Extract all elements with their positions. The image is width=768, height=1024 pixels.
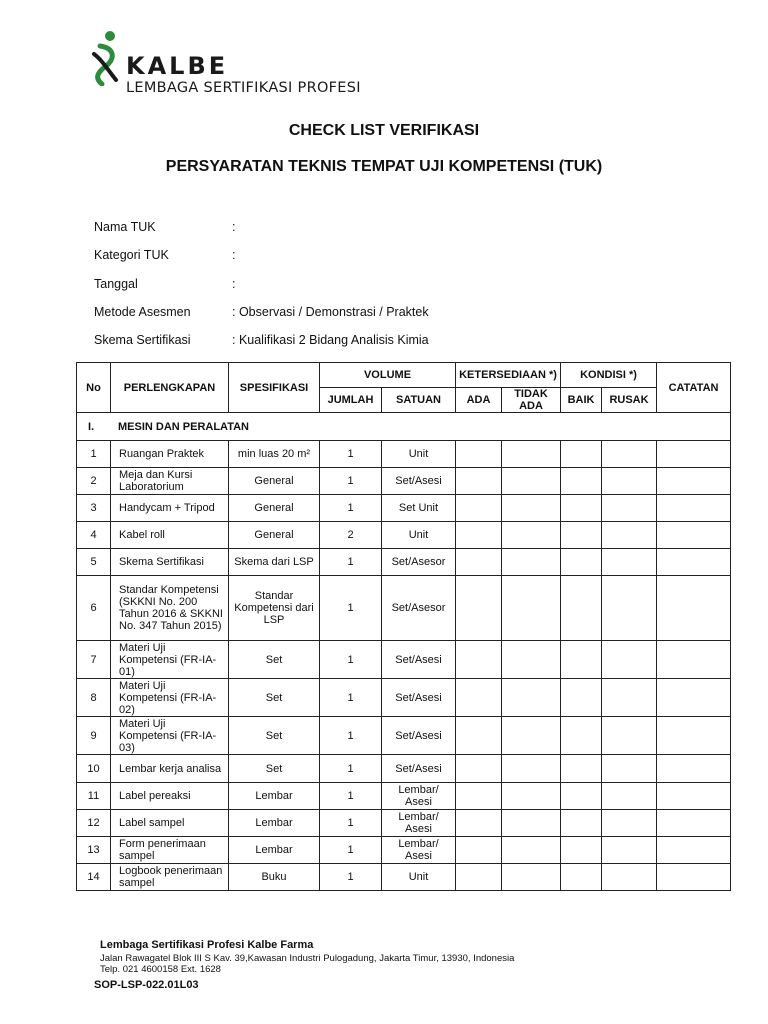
- cell-catatan: [657, 755, 731, 783]
- cell-tidak-ada: [502, 679, 561, 717]
- cell-rusak: [602, 864, 657, 891]
- cell-tidak-ada: [502, 522, 561, 549]
- cell-spesifikasi: Skema dari LSP: [229, 549, 320, 576]
- cell-ada: [456, 837, 502, 864]
- cell-ada: [456, 679, 502, 717]
- table-row: [77, 755, 731, 783]
- cell-no: 6: [77, 576, 111, 641]
- cell-satuan: Set/Asesi: [382, 679, 456, 717]
- cell-baik: [561, 837, 602, 864]
- cell-catatan: [657, 522, 731, 549]
- cell-catatan: [657, 810, 731, 837]
- cell-item: Label sampel: [111, 810, 229, 837]
- cell-satuan: Unit: [382, 441, 456, 468]
- cell-jumlah: 1: [320, 837, 382, 864]
- cell-satuan: Lembar/ Asesi: [382, 783, 456, 810]
- cell-satuan: Set/Asesor: [382, 549, 456, 576]
- table-row: [77, 810, 731, 837]
- cell-spesifikasi: General: [229, 522, 320, 549]
- cell-jumlah: 1: [320, 783, 382, 810]
- cell-no: 1: [77, 441, 111, 468]
- cell-no: 8: [77, 679, 111, 717]
- cell-rusak: [602, 495, 657, 522]
- header-catatan: CATATAN: [657, 363, 731, 413]
- cell-jumlah: 1: [320, 495, 382, 522]
- header-satuan: SATUAN: [382, 388, 456, 413]
- header-ketersediaan: KETERSEDIAAN *): [456, 363, 561, 388]
- table-row: [77, 468, 731, 495]
- cell-ada: [456, 641, 502, 679]
- cell-no: 12: [77, 810, 111, 837]
- table-row: [77, 495, 731, 522]
- info-label: Tanggal: [94, 277, 138, 291]
- cell-spesifikasi: Lembar: [229, 783, 320, 810]
- cell-ada: [456, 576, 502, 641]
- info-row-kategori-tuk: [94, 248, 235, 262]
- info-value: : Observasi / Demonstrasi / Praktek: [232, 305, 429, 319]
- cell-baik: [561, 468, 602, 495]
- cell-item: Lembar kerja analisa: [111, 755, 229, 783]
- cell-spesifikasi: General: [229, 495, 320, 522]
- cell-satuan: Set/Asesi: [382, 468, 456, 495]
- info-value: :: [232, 248, 236, 262]
- cell-ada: [456, 783, 502, 810]
- cell-catatan: [657, 549, 731, 576]
- cell-no: 7: [77, 641, 111, 679]
- cell-tidak-ada: [502, 576, 561, 641]
- cell-satuan: Set/Asesi: [382, 717, 456, 755]
- cell-rusak: [602, 679, 657, 717]
- brand-subtitle: LEMBAGA SERTIFIKASI PROFESI: [126, 80, 361, 96]
- cell-satuan: Lembar/ Asesi: [382, 810, 456, 837]
- footer-address: Jalan Rawagatel Blok III S Kav. 39,Kawasan Industri Pulogadung, Jakarta Timur, 13930, Indonesia: [100, 953, 515, 964]
- header-jumlah: JUMLAH: [320, 388, 382, 413]
- cell-spesifikasi: Lembar: [229, 810, 320, 837]
- cell-jumlah: 1: [320, 864, 382, 891]
- document-subtitle: PERSYARATAN TEKNIS TEMPAT UJI KOMPETENSI (TUK): [165, 158, 603, 175]
- cell-ada: [456, 522, 502, 549]
- brand-name: KALBE: [126, 52, 229, 80]
- cell-satuan: Lembar/ Asesi: [382, 837, 456, 864]
- cell-item: Materi Uji Kompetensi (FR-IA-01): [111, 641, 229, 679]
- cell-spesifikasi: Set: [229, 755, 320, 783]
- table-row: [77, 864, 731, 891]
- info-row-nama-tuk: [94, 220, 235, 234]
- cell-jumlah: 1: [320, 810, 382, 837]
- cell-baik: [561, 441, 602, 468]
- cell-no: 4: [77, 522, 111, 549]
- cell-tidak-ada: [502, 783, 561, 810]
- cell-baik: [561, 717, 602, 755]
- info-row-skema-sertifikasi: [94, 333, 429, 347]
- cell-baik: [561, 522, 602, 549]
- cell-catatan: [657, 679, 731, 717]
- cell-jumlah: 1: [320, 755, 382, 783]
- table-row: [77, 783, 731, 810]
- cell-catatan: [657, 864, 731, 891]
- cell-tidak-ada: [502, 837, 561, 864]
- cell-spesifikasi: Standar Kompetensi dari LSP: [229, 576, 320, 641]
- header-tidak-ada: TIDAK ADA: [502, 388, 561, 413]
- cell-spesifikasi: Buku: [229, 864, 320, 891]
- cell-item: Handycam + Tripod: [111, 495, 229, 522]
- cell-catatan: [657, 717, 731, 755]
- cell-ada: [456, 810, 502, 837]
- info-label: Metode Asesmen: [94, 305, 191, 319]
- cell-item: Standar Kompetensi (SKKNI No. 200 Tahun 2016 & SKKNI No. 347 Tahun 2015): [111, 576, 229, 641]
- info-label: Nama TUK: [94, 220, 156, 234]
- info-row-tanggal: [94, 277, 235, 291]
- table-row: [77, 549, 731, 576]
- cell-satuan: Unit: [382, 864, 456, 891]
- cell-rusak: [602, 576, 657, 641]
- cell-catatan: [657, 495, 731, 522]
- table-row: [77, 837, 731, 864]
- cell-rusak: [602, 441, 657, 468]
- cell-item: Form penerimaan sampel: [111, 837, 229, 864]
- cell-ada: [456, 755, 502, 783]
- cell-ada: [456, 441, 502, 468]
- cell-catatan: [657, 441, 731, 468]
- cell-no: 9: [77, 717, 111, 755]
- cell-spesifikasi: Set: [229, 641, 320, 679]
- cell-catatan: [657, 783, 731, 810]
- cell-item: Kabel roll: [111, 522, 229, 549]
- cell-ada: [456, 549, 502, 576]
- info-label: Kategori TUK: [94, 248, 169, 262]
- cell-tidak-ada: [502, 549, 561, 576]
- cell-ada: [456, 864, 502, 891]
- header-volume: VOLUME: [320, 363, 456, 388]
- cell-spesifikasi: Lembar: [229, 837, 320, 864]
- cell-spesifikasi: min luas 20 m²: [229, 441, 320, 468]
- info-value: : Kualifikasi 2 Bidang Analisis Kimia: [232, 333, 429, 347]
- cell-no: 2: [77, 468, 111, 495]
- table-row: [77, 679, 731, 717]
- cell-rusak: [602, 717, 657, 755]
- header-rusak: RUSAK: [602, 388, 657, 413]
- cell-rusak: [602, 522, 657, 549]
- document-title: CHECK LIST VERIFIKASI: [288, 122, 480, 139]
- info-value: :: [232, 220, 236, 234]
- cell-no: 11: [77, 783, 111, 810]
- cell-baik: [561, 549, 602, 576]
- info-value: :: [232, 277, 236, 291]
- cell-baik: [561, 576, 602, 641]
- info-label: Skema Sertifikasi: [94, 333, 191, 347]
- cell-item: Materi Uji Kompetensi (FR-IA-03): [111, 717, 229, 755]
- cell-spesifikasi: General: [229, 468, 320, 495]
- cell-baik: [561, 864, 602, 891]
- cell-jumlah: 1: [320, 468, 382, 495]
- cell-rusak: [602, 837, 657, 864]
- cell-catatan: [657, 837, 731, 864]
- cell-spesifikasi: Set: [229, 717, 320, 755]
- cell-jumlah: 1: [320, 576, 382, 641]
- table-row: [77, 576, 731, 641]
- checklist-table: [76, 362, 731, 891]
- cell-satuan: Set/Asesor: [382, 576, 456, 641]
- cell-satuan: Set Unit: [382, 495, 456, 522]
- cell-rusak: [602, 755, 657, 783]
- cell-tidak-ada: [502, 755, 561, 783]
- header-spesifikasi: SPESIFIKASI: [229, 363, 320, 413]
- header-ada: ADA: [456, 388, 502, 413]
- table-row: [77, 717, 731, 755]
- footer-doc-code: SOP-LSP-022.01L03: [94, 979, 199, 991]
- cell-item: Materi Uji Kompetensi (FR-IA-02): [111, 679, 229, 717]
- cell-tidak-ada: [502, 717, 561, 755]
- cell-tidak-ada: [502, 441, 561, 468]
- cell-rusak: [602, 468, 657, 495]
- cell-spesifikasi: Set: [229, 679, 320, 717]
- section-label: MESIN DAN PERALATAN: [118, 420, 249, 433]
- cell-baik: [561, 679, 602, 717]
- cell-ada: [456, 468, 502, 495]
- cell-no: 14: [77, 864, 111, 891]
- cell-no: 5: [77, 549, 111, 576]
- cell-ada: [456, 495, 502, 522]
- cell-tidak-ada: [502, 641, 561, 679]
- cell-item: Logbook penerimaan sampel: [111, 864, 229, 891]
- cell-tidak-ada: [502, 810, 561, 837]
- cell-ada: [456, 717, 502, 755]
- header-kondisi: KONDISI *): [561, 363, 657, 388]
- header-perlengkapan: PERLENGKAPAN: [111, 363, 229, 413]
- section-number: I.: [88, 420, 95, 433]
- table-row: [77, 441, 731, 468]
- cell-tidak-ada: [502, 864, 561, 891]
- cell-jumlah: 1: [320, 679, 382, 717]
- cell-baik: [561, 755, 602, 783]
- cell-jumlah: 2: [320, 522, 382, 549]
- cell-baik: [561, 495, 602, 522]
- cell-item: Skema Sertifikasi: [111, 549, 229, 576]
- cell-no: 10: [77, 755, 111, 783]
- table-row: [77, 641, 731, 679]
- cell-baik: [561, 641, 602, 679]
- header-baik: BAIK: [561, 388, 602, 413]
- cell-baik: [561, 810, 602, 837]
- cell-rusak: [602, 549, 657, 576]
- cell-jumlah: 1: [320, 441, 382, 468]
- cell-tidak-ada: [502, 495, 561, 522]
- footer-org: Lembaga Sertifikasi Profesi Kalbe Farma: [100, 939, 314, 951]
- cell-baik: [561, 783, 602, 810]
- cell-satuan: Unit: [382, 522, 456, 549]
- header-no: No: [77, 363, 111, 413]
- cell-catatan: [657, 468, 731, 495]
- cell-satuan: Set/Asesi: [382, 641, 456, 679]
- kalbe-logo-icon: [88, 30, 124, 91]
- cell-jumlah: 1: [320, 549, 382, 576]
- cell-jumlah: 1: [320, 641, 382, 679]
- cell-no: 3: [77, 495, 111, 522]
- cell-rusak: [602, 810, 657, 837]
- cell-rusak: [602, 783, 657, 810]
- cell-item: Meja dan Kursi Laboratorium: [111, 468, 229, 495]
- cell-satuan: Set/Asesi: [382, 755, 456, 783]
- table-row: [77, 522, 731, 549]
- cell-catatan: [657, 641, 731, 679]
- cell-jumlah: 1: [320, 717, 382, 755]
- info-row-metode-asesmen: [94, 305, 429, 319]
- cell-no: 13: [77, 837, 111, 864]
- section-row: [77, 413, 731, 441]
- cell-tidak-ada: [502, 468, 561, 495]
- cell-item: Ruangan Praktek: [111, 441, 229, 468]
- cell-rusak: [602, 641, 657, 679]
- footer-phone: Telp. 021 4600158 Ext. 1628: [100, 964, 221, 975]
- cell-item: Label pereaksi: [111, 783, 229, 810]
- cell-catatan: [657, 576, 731, 641]
